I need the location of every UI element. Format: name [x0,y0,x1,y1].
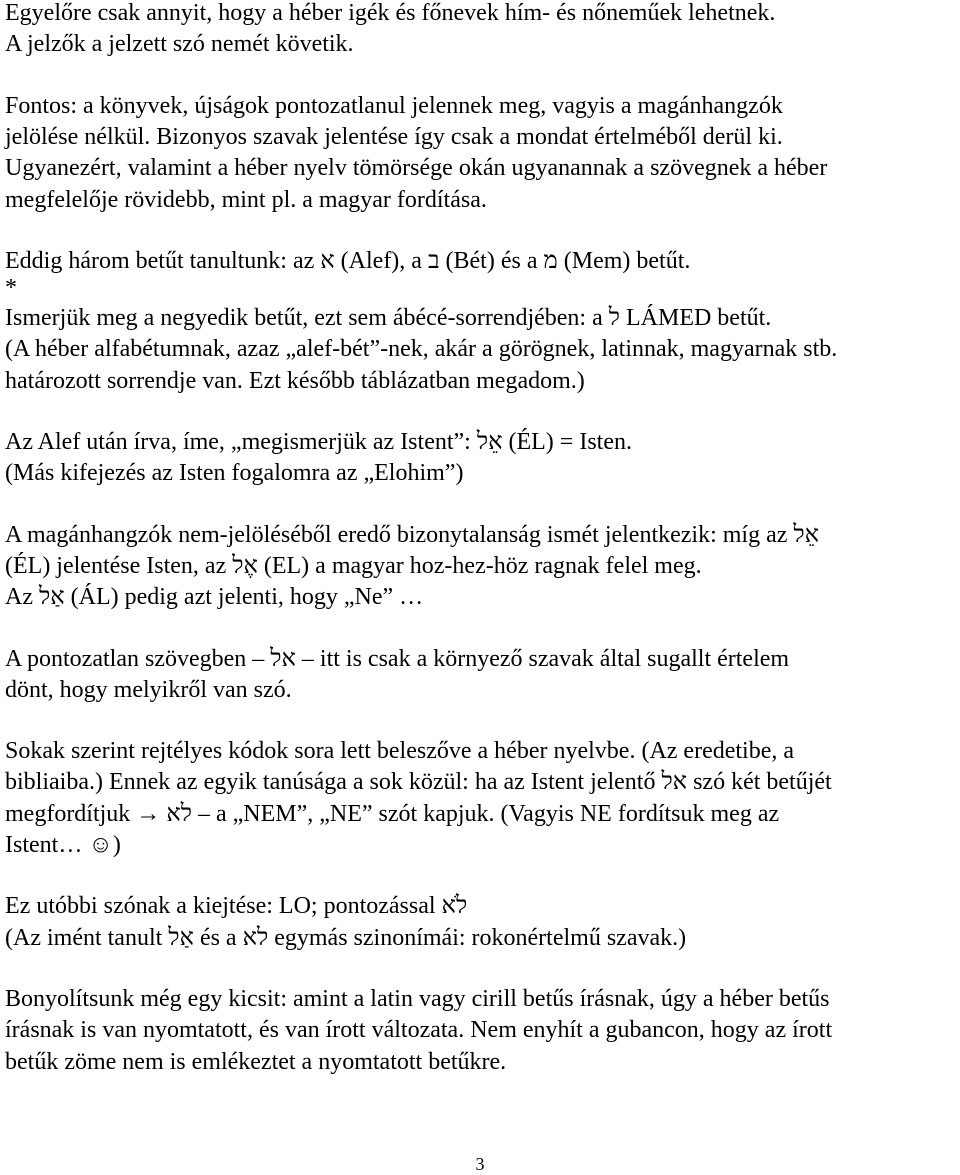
text-line: Egyelőre csak annyit, hogy a héber igék és főnevek hím- és nőneműek lehetnek. [5,0,776,26]
text-line: megfordítjuk → לא – a „NEM”, „NE” szót kapjuk. (Vagyis NE fordítsuk meg az [5,800,780,827]
document-page [5,0,955,1078]
text-line: (Más kifejezés az Isten fogalomra az „Elohim”) [5,460,464,487]
text-line: dönt, hogy melyikről van szó. [5,676,292,703]
section-separator: * [5,275,17,302]
text-line: Sokak szerint rejtélyes kódok sora lett beleszőve a héber nyelvbe. (Az eredetibe, a [5,738,795,765]
text-line: Fontos: a könyvek, újságok pontozatlanul jelennek meg, vagyis a magánhangzók [5,92,783,119]
text-line: Ugyanezért, valamint a héber nyelv tömörsége okán ugyanannak a szövegnek a héber [5,155,828,182]
text-line: határozott sorrendje van. Ezt később táblázatban megadom.) [5,367,585,394]
text-line: Ez utóbbi szónak a kiejtése: LO; pontozással לֹא [5,893,468,920]
text-line: Istent… ☺) [5,832,121,858]
text-line: Az Alef után írva, íme, „megismerjük az Istent”: אֵל (ÉL) = Isten. [5,429,632,455]
text-line: (Az imént tanult אַל és a לא egymás szinonímái: rokonértelmű szavak.) [5,924,687,951]
text-line: (A héber alfabétumnak, azaz „alef-bét”-nek, akár a görögnek, latinnak, magyarnak stb. [5,336,838,363]
text-line: bibliaiba.) Ennek az egyik tanúsága a sok közül: ha az Istent jelentő אל szó két betűjét [5,769,832,796]
text-line: A jelzők a jelzett szó nemét követik. [5,31,354,58]
text-line: jelölése nélkül. Bizonyos szavak jelentése így csak a mondat értelméből derül ki. [5,123,783,150]
text-line: írásnak is van nyomtatott, és van írott változata. Nem enyhít a gubancon, hogy az írott [5,1017,833,1044]
text-line: Ismerjük meg a negyedik betűt, ezt sem ábécé-sorrendjében: a ל LÁMED betűt. [5,305,772,332]
text-line: A pontozatlan szövegben – אל – itt is csak a környező szavak által sugallt értelem [5,645,790,672]
page-number: 3 [475,1154,485,1174]
text-line: Az אַל (ÁL) pedig azt jelenti, hogy „Ne” … [5,584,424,611]
text-line: betűk zöme nem is emlékeztet a nyomtatott betűkre. [5,1048,507,1075]
text-line: Eddig három betűt tanultunk: az א (Alef), a ב (Bét) és a מ (Mem) betűt. [5,247,691,274]
text-line: megfelelője rövidebb, mint pl. a magyar fordítása. [5,186,487,213]
text-line: A magánhangzók nem-jelöléséből eredő bizonytalanság ismét jelentkezik: míg az אֵל [5,521,820,548]
text-line: Bonyolítsunk még egy kicsit: amint a latin vagy cirill betűs írásnak, úgy a héber betűs [5,985,830,1012]
text-line: (ÉL) jelentése Isten, az אֶל (EL) a magyar hoz-hez-höz ragnak felel meg. [5,552,702,579]
